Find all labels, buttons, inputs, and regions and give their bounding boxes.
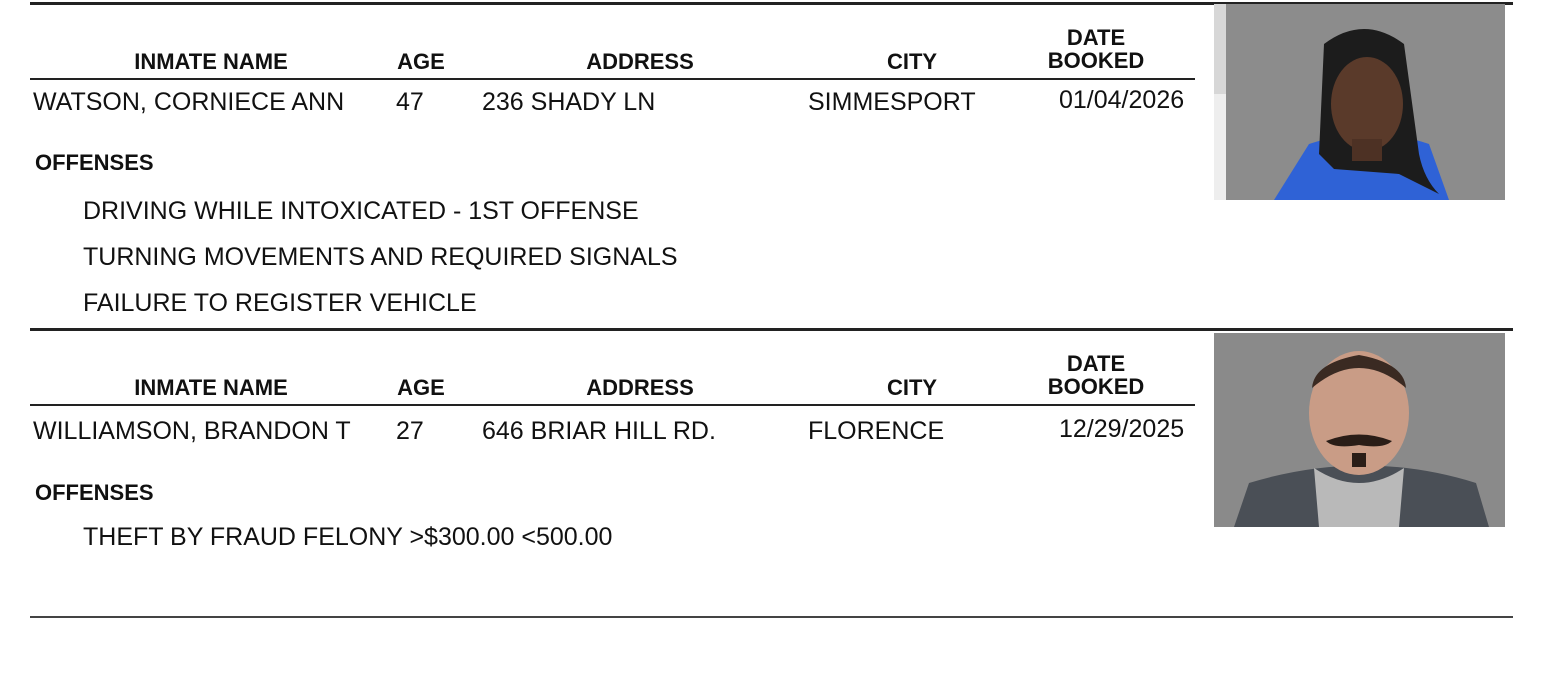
header-underline bbox=[30, 78, 1195, 80]
header-date-booked bbox=[1048, 26, 1145, 72]
header-inmate-name: INMATE NAME bbox=[134, 375, 288, 400]
inmate-address: 646 BRIAR HILL RD. bbox=[482, 417, 716, 445]
header-date-booked bbox=[1048, 352, 1145, 398]
header-city: CITY bbox=[886, 375, 938, 400]
offense-item: FAILURE TO REGISTER VEHICLE bbox=[83, 289, 477, 317]
inmate-name: WILLIAMSON, BRANDON T bbox=[33, 417, 351, 445]
inmate-age: 47 bbox=[396, 88, 424, 116]
header-date-line2: BOOKED bbox=[1047, 48, 1145, 73]
header-age: AGE bbox=[397, 375, 445, 400]
header-city: CITY bbox=[886, 49, 938, 74]
offense-item: TURNING MOVEMENTS AND REQUIRED SIGNALS bbox=[83, 243, 678, 271]
inmate-photo bbox=[1214, 4, 1505, 200]
inmate-age: 27 bbox=[396, 417, 424, 445]
inmate-photo bbox=[1214, 333, 1505, 527]
header-date-line1: DATE bbox=[1066, 25, 1126, 50]
offenses-heading: OFFENSES bbox=[35, 150, 154, 175]
header-inmate-name: INMATE NAME bbox=[134, 49, 288, 74]
inmate-name: WATSON, CORNIECE ANN bbox=[33, 88, 345, 116]
offenses-heading: OFFENSES bbox=[35, 480, 154, 505]
inmate-address: 236 SHADY LN bbox=[482, 88, 656, 116]
inmate-city: FLORENCE bbox=[808, 417, 945, 445]
header-date-line2: BOOKED bbox=[1047, 374, 1145, 399]
inmate-date-booked: 12/29/2025 bbox=[1059, 415, 1185, 443]
offense-item: DRIVING WHILE INTOXICATED - 1ST OFFENSE bbox=[83, 197, 639, 225]
header-date-line1: DATE bbox=[1066, 351, 1126, 376]
header-age: AGE bbox=[397, 49, 445, 74]
inmate-city: SIMMESPORT bbox=[808, 88, 976, 116]
bottom-divider bbox=[30, 616, 1513, 618]
header-address: ADDRESS bbox=[586, 49, 694, 74]
header-underline bbox=[30, 404, 1195, 406]
offense-item: THEFT BY FRAUD FELONY >$300.00 <500.00 bbox=[83, 523, 613, 551]
header-address: ADDRESS bbox=[586, 375, 694, 400]
record-divider bbox=[30, 328, 1513, 331]
inmate-date-booked: 01/04/2026 bbox=[1059, 86, 1185, 114]
